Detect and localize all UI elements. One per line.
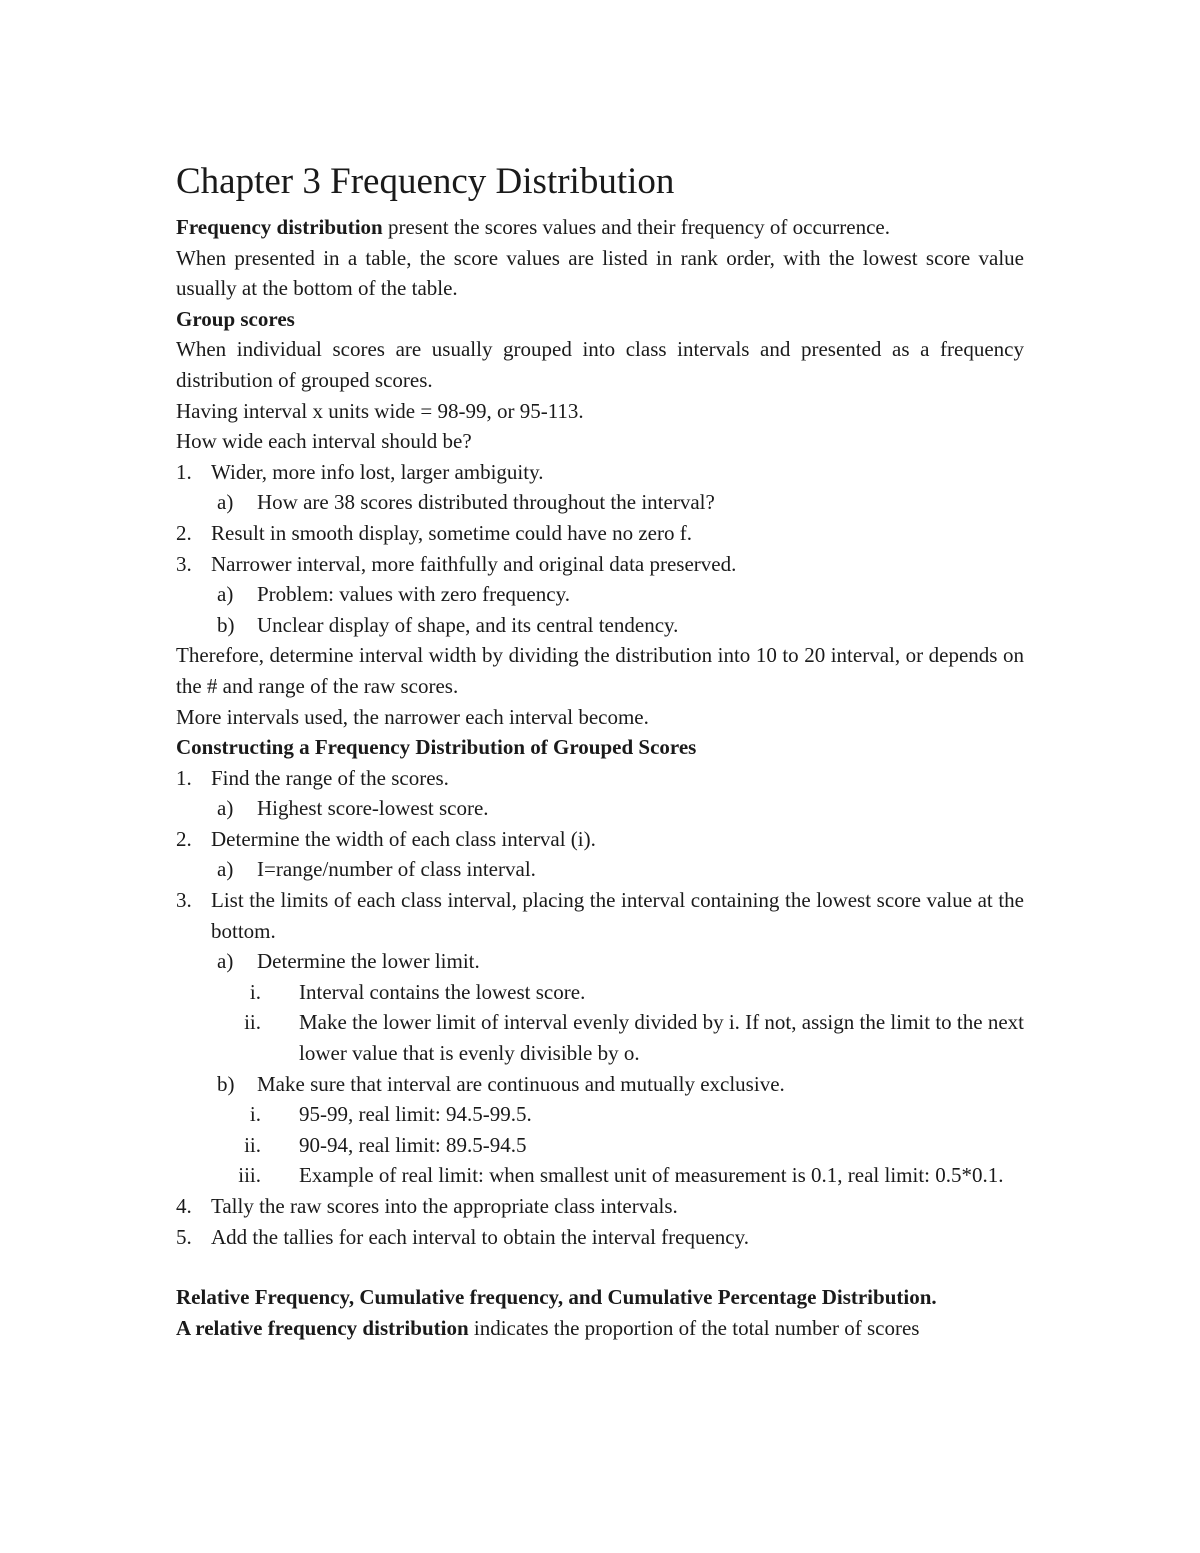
list-text: List the limits of each class interval, placing the interval containing the lowest score value at the bottom. [211,888,1024,943]
list-marker: iii. [238,1163,261,1188]
intro-term: Frequency distribution [176,215,383,239]
list-text: Interval contains the lowest score. [299,979,586,1004]
relative-rest: indicates the proportion of the total number of scores [468,1315,920,1340]
intro-rest: present the scores values and their frequency of occurrence. [382,215,890,239]
list-text: Problem: values with zero frequency. [257,582,570,607]
list-marker: ii. [244,1010,261,1035]
list-marker: b) [217,1071,235,1096]
list-text: How are 38 scores distributed throughout the interval? [257,490,715,515]
list-marker: i. [249,979,261,1004]
group-scores-heading: Group scores [176,306,295,331]
document-page [176,158,1024,1343]
list-item [176,1099,1024,1130]
list-text: I=range/number of class interval. [257,857,536,882]
list-text: Unclear display of shape, and its central tendency. [257,612,679,637]
list-text: 95-99, real limit: 94.5-99.5. [299,1102,532,1127]
spacer [176,1252,1024,1282]
list-marker: a) [217,796,234,821]
list-item [176,549,1024,580]
list-item [176,793,1024,824]
list-text: Determine the lower limit. [257,949,480,974]
list-marker: a) [217,949,234,974]
list-marker: a) [217,582,234,607]
list-marker: 2. [176,826,192,851]
list-text: Add the tallies for each interval to obtain the interval frequency. [211,1224,750,1249]
list-text: Determine the width of each class interval (i). [211,826,596,851]
list-text: 90-94, real limit: 89.5-94.5 [299,1132,527,1157]
relative-term: A relative frequency distribution [176,1315,469,1340]
list-text: Tally the raw scores into the appropriate class intervals. [211,1194,678,1218]
list-item [176,1160,1024,1191]
list-marker: 1. [176,765,192,790]
list-marker: ii. [244,1132,261,1157]
list-marker: 5. [176,1224,192,1249]
list-marker: b) [217,612,235,637]
relative-frequency-line [176,1313,1024,1344]
list-item [176,854,1024,885]
therefore-paragraph: Therefore, determine interval width by dividing the distribution into 10 to 20 interval, or depends on the # and range of the raw scores. [176,643,1024,698]
list-item [176,885,1024,946]
list-item [176,1222,1024,1253]
list-marker: 3. [176,551,192,576]
list-marker: 1. [176,459,192,484]
more-intervals-line: More intervals used, the narrower each interval become. [176,704,649,729]
list-text: Wider, more info lost, larger ambiguity. [211,459,544,484]
list-item [176,1191,1024,1222]
list-item [176,946,1024,977]
constructing-heading: Constructing a Frequency Distribution of Grouped Scores [176,735,697,760]
list-text: Find the range of the scores. [211,765,449,790]
list-item [176,579,1024,610]
group-scores-para-1: When individual scores are usually grouped into class intervals and presented as a frequency distribution of grouped scores. [176,337,1024,392]
list-text: Make the lower limit of interval evenly divided by i. If not, assign the limit to the next lower value that is evenly divisible by o. [299,1010,1024,1066]
list-marker: a) [217,490,234,515]
list-item [176,518,1024,549]
list-marker: 4. [176,1194,192,1218]
list-item [176,977,1024,1008]
group-scores-para-3: How wide each interval should be? [176,429,472,454]
group-scores-para-2: Having interval x units wide = 98-99, or 95-113. [176,398,584,423]
relative-frequency-heading: Relative Frequency, Cumulative frequency, and Cumulative Percentage Distribution. [176,1285,937,1310]
list-item [176,763,1024,794]
list-text: Example of real limit: when smallest unit of measurement is 0.1, real limit: 0.5*0.1. [299,1163,1004,1188]
intro-line-2: When presented in a table, the score values are listed in rank order, with the lowest score value usually at the bottom of the table. [176,245,1024,301]
list-item [176,1007,1024,1068]
list-item [176,1069,1024,1100]
list-item [176,487,1024,518]
list-text: Highest score-lowest score. [257,796,489,821]
list-marker: a) [217,857,234,882]
list-text: Make sure that interval are continuous and mutually exclusive. [257,1071,785,1096]
intro-line-1 [176,212,1024,243]
list-text: Narrower interval, more faithfully and original data preserved. [211,551,737,576]
page-title: Chapter 3 Frequency Distribution [176,161,675,202]
list-text: Result in smooth display, sometime could have no zero f. [211,520,692,545]
list-marker: 3. [176,888,192,913]
list-marker: 2. [176,520,192,545]
list-item [176,1130,1024,1161]
list-item [176,824,1024,855]
list-item [176,457,1024,488]
list-item [176,610,1024,641]
list-marker: i. [249,1102,261,1127]
